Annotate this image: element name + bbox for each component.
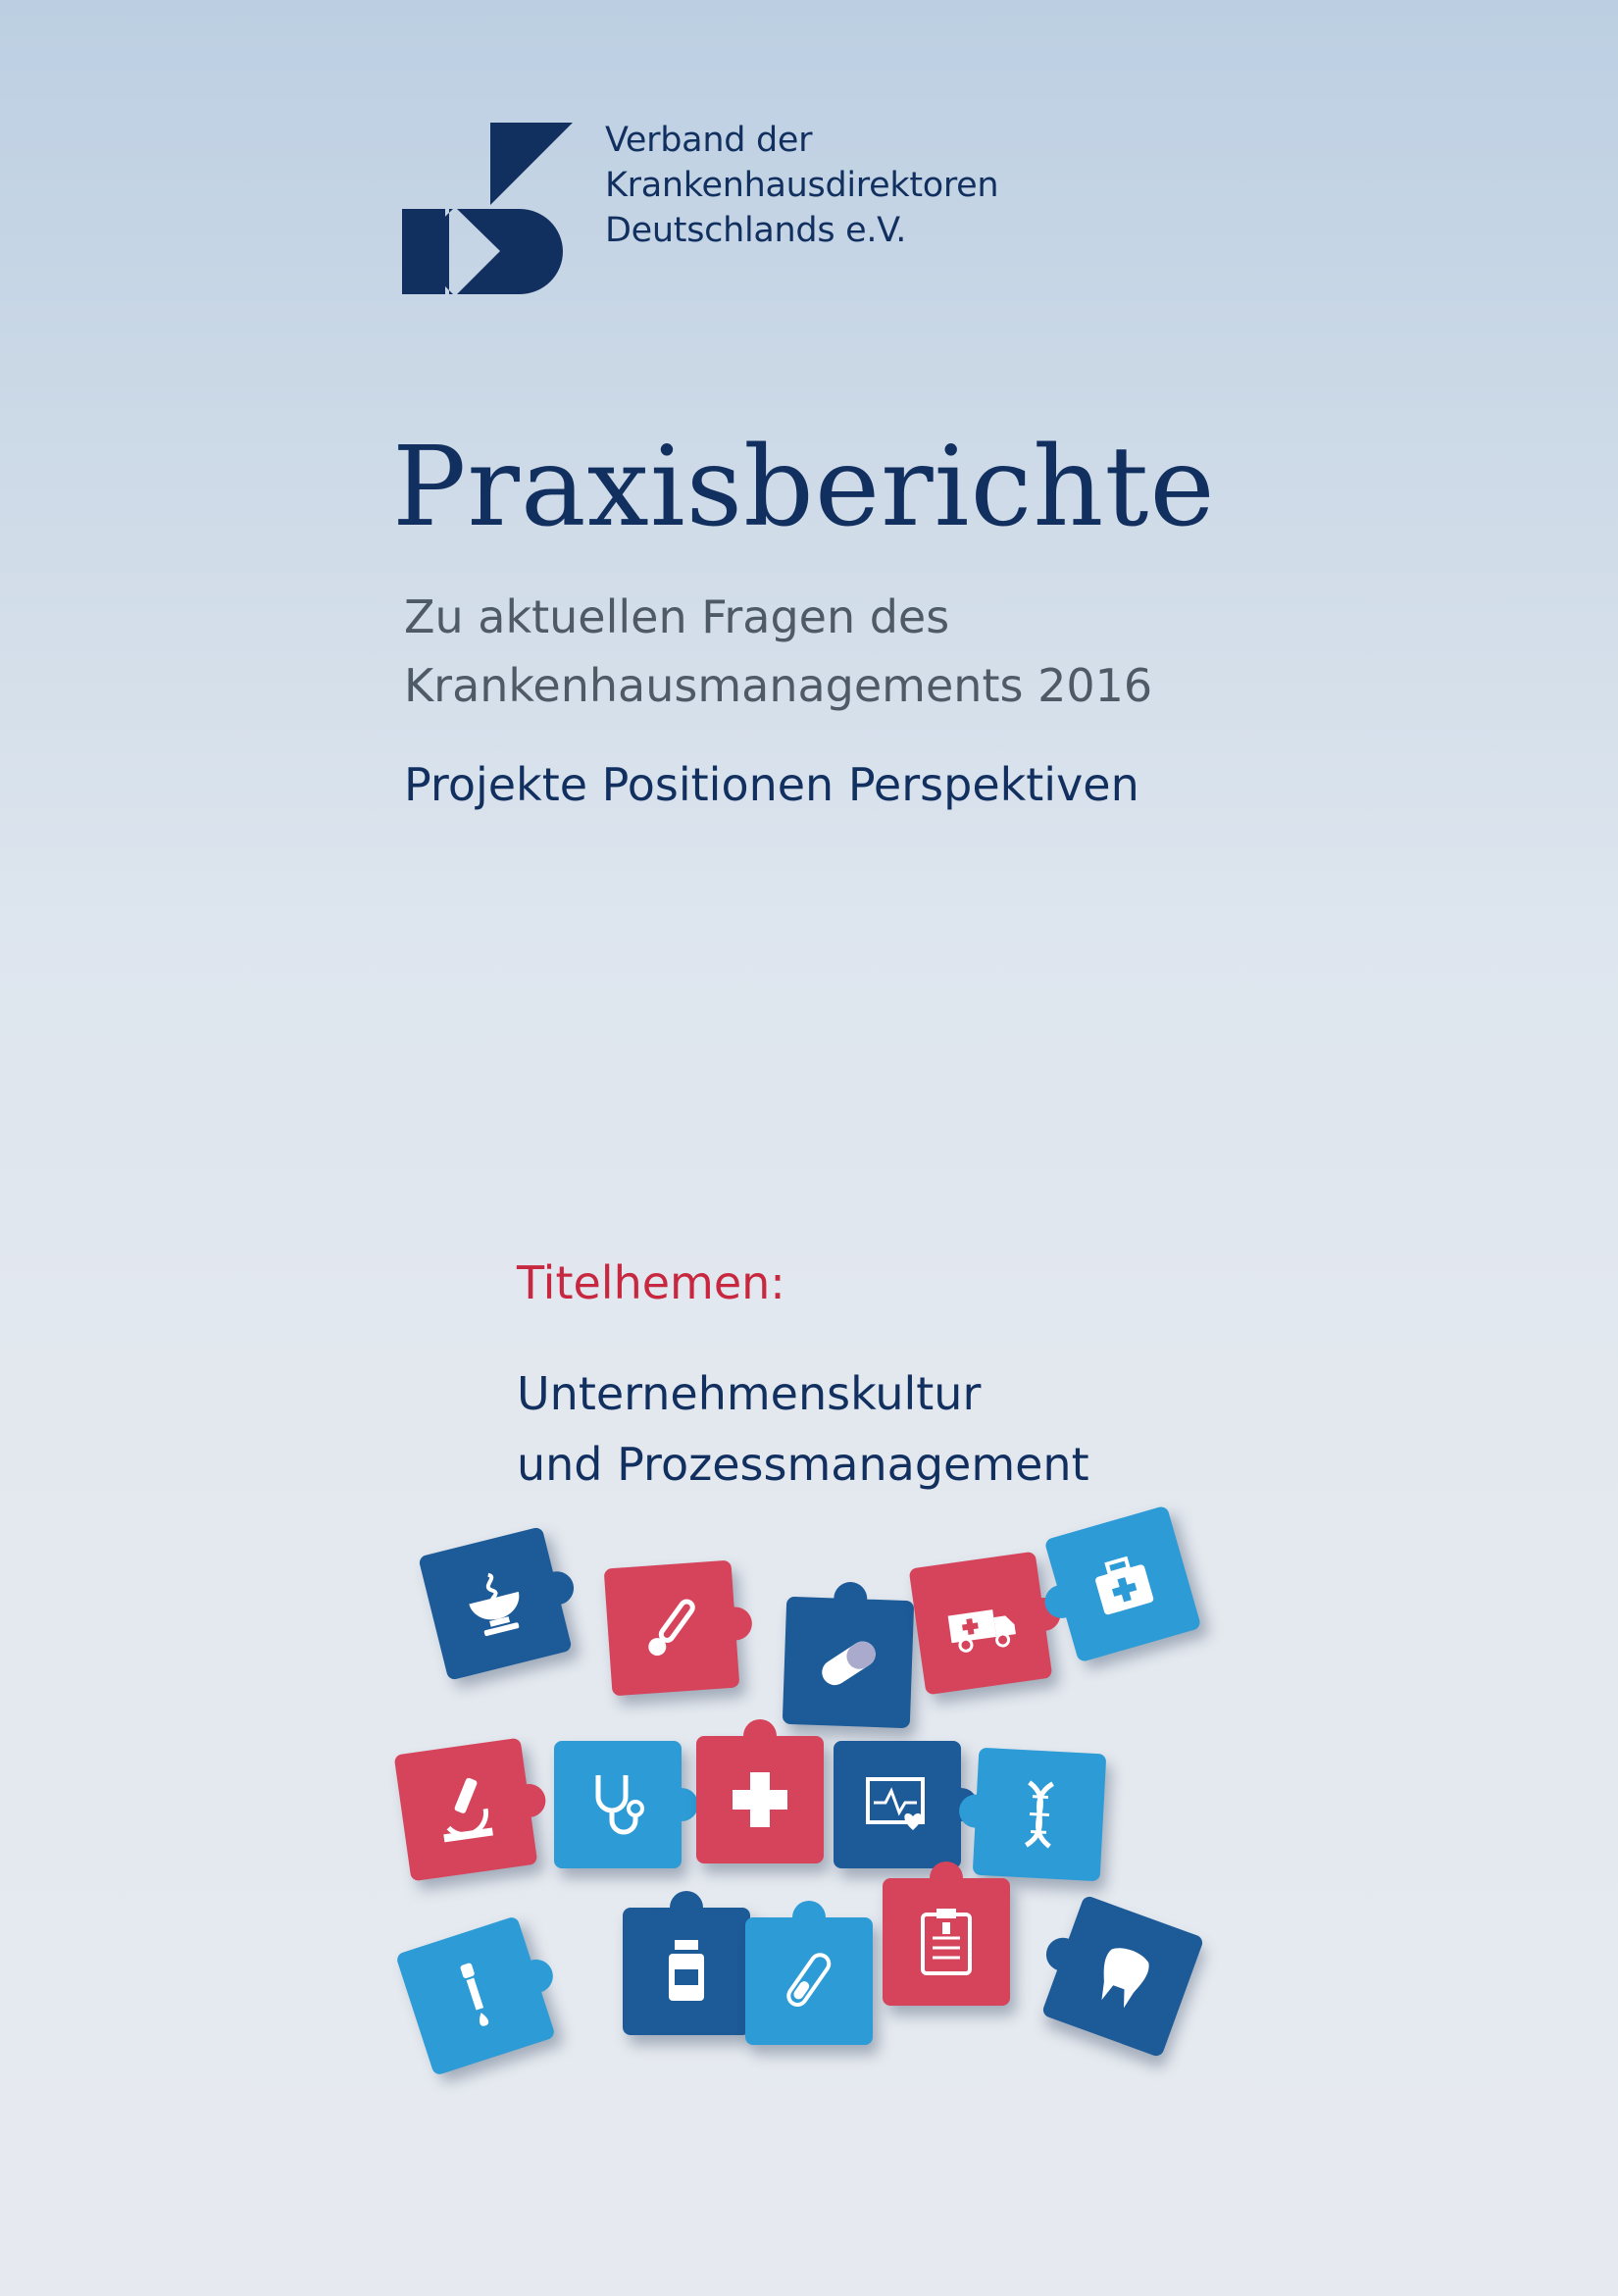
subtitle-line: Krankenhausmanagements 2016 <box>404 659 1153 712</box>
thermometer-icon <box>604 1560 740 1697</box>
subtitle-line: Zu aktuellen Fragen des <box>404 590 950 643</box>
dna-icon <box>973 1748 1107 1882</box>
medical-cross-icon <box>696 1736 824 1863</box>
publisher-name-line: Deutschlands e.V. <box>605 211 907 250</box>
topics-heading: Titelhemen: <box>517 1256 785 1309</box>
ambulance-icon <box>909 1552 1053 1696</box>
pharmacy-bowl-icon <box>418 1526 573 1681</box>
topic-line: Unternehmenskultur <box>517 1367 982 1420</box>
cover-tagline: Projekte Positionen Perspektiven <box>404 758 1139 811</box>
medicine-bottle-icon <box>623 1908 750 2035</box>
tooth-icon <box>1041 1895 1205 2059</box>
vkd-logo-icon <box>402 123 573 294</box>
topic-line: und Prozessmanagement <box>517 1438 1089 1491</box>
topics-list <box>517 1358 1089 1500</box>
puzzle-illustration <box>412 1520 1226 2109</box>
publisher-name-line: Verband der <box>605 121 813 160</box>
first-aid-kit-icon <box>1044 1505 1202 1663</box>
microscope-icon <box>394 1738 538 1882</box>
publisher-name-line: Krankenhausdirektoren <box>605 166 999 205</box>
stethoscope-icon <box>554 1741 682 1868</box>
test-tube-icon <box>745 1917 873 2045</box>
cover-subtitle <box>404 583 1152 720</box>
cover-title: Praxisberichte <box>392 424 1216 551</box>
dropper-icon <box>395 1915 556 2076</box>
heart-monitor-icon <box>834 1741 961 1868</box>
publisher-name <box>605 118 998 253</box>
capsule-icon <box>783 1597 914 1728</box>
clipboard-icon <box>883 1878 1010 2006</box>
